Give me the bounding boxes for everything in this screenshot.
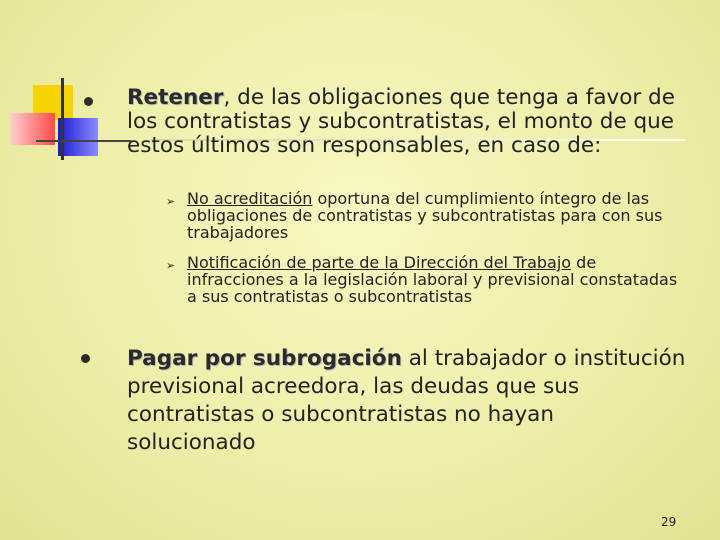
decor-blue-square (58, 118, 98, 156)
bullet-1-text (127, 86, 687, 158)
subitem-1-text (187, 190, 687, 241)
bullet-2-lead: Pagar por subrogación (127, 346, 402, 371)
decor-horizontal-line (36, 140, 131, 142)
subitem-1-body: oportuna del cumplimiento íntegro de las obligaciones de contratistas y subcontratistas para con sus trabajadores (187, 189, 663, 242)
bullet-2-text (127, 345, 687, 457)
subitem-2-body: de infracciones a la legislación laboral y previsional constatadas a sus contratistas o subcontratistas (187, 253, 678, 306)
arrow-bullet-icon: ➢ (166, 259, 176, 272)
bullet-dot-icon (84, 97, 93, 106)
decor-vertical-line (61, 78, 64, 160)
bullet-2-body: al trabajador o institución previsional acreedora, las deudas que sus contratistas o subcontratistas no hayan solucionado (127, 346, 686, 455)
subitem-1-underlined: No acreditación (187, 189, 313, 208)
arrow-bullet-icon: ➢ (166, 195, 176, 208)
subitem-2-underlined: Notificación de parte de la Dirección del Trabajo (187, 253, 572, 272)
subitem-2-text (187, 254, 687, 305)
bullet-1-body: , de las obligaciones que tenga a favor de los contratistas y subcontratistas, el monto de que estos últimos son responsables, en caso de: (127, 85, 675, 158)
page-number: 29 (661, 515, 677, 529)
bullet-dot-icon (81, 354, 90, 363)
slide-decoration (0, 0, 130, 170)
bullet-1-lead: Retener (127, 85, 224, 110)
